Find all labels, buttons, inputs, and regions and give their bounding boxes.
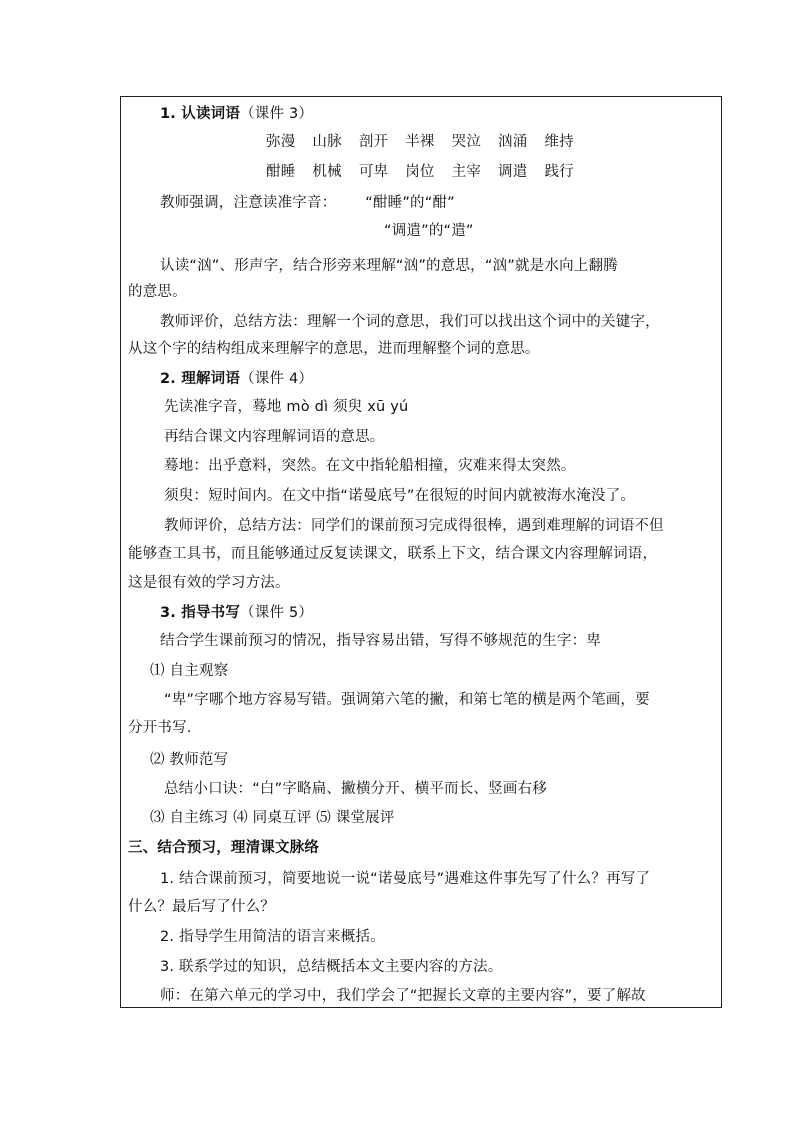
rhyme: 总结小口诀：“白”字略扁、撇横分开、横平而长、竖画右移 (164, 781, 547, 797)
vocab-row-2 (266, 162, 574, 182)
paragraph: 教师评价，总结方法：理解一个词的意思，我们可以找出这个词中的关键字， (160, 314, 660, 330)
vocab-row-1 (266, 132, 574, 152)
paragraph: 2. 指导学生用简洁的语言来概括。 (160, 929, 385, 945)
steps-rest: ⑶ 自主练习 ⑷ 同桌互评 ⑸ 课堂展评 (150, 810, 395, 826)
section-1-heading (160, 104, 313, 124)
step-label: ⑴ 自主观察 (150, 663, 229, 679)
vocab-word: 维持 (544, 134, 574, 150)
teacher-emphasis (160, 193, 455, 213)
paragraph: “卑”字哪个地方容易写错。强调第六笔的撇，和第七笔的横是两个笔画，要 (164, 692, 650, 708)
vocab-word: 调遣 (498, 164, 528, 180)
vocab-word: 哭泣 (451, 134, 482, 150)
vocab-word: 主宰 (451, 164, 482, 180)
paragraph: 师：在第六单元的学习中，我们学会了“把握长文章的主要内容”，要了解故 (160, 988, 646, 1004)
paragraph: 再结合课文内容理解词语的意思。 (164, 429, 385, 445)
heading-note: （课件 3） (240, 106, 314, 122)
heading-note: （课件 4） (240, 371, 314, 387)
paragraph: 这是很有效的学习方法。 (128, 575, 290, 591)
vocab-word: 酣睡 (266, 164, 296, 180)
heading-text: 1. 认读词语 (160, 106, 241, 122)
paragraph: 从这个字的结构组成来理解字的意思，进而理解整个词的意思。 (128, 341, 540, 357)
heading-text: 2. 理解词语 (160, 371, 241, 387)
paragraph: 1. 结合课前预习，简要地说一说“诺曼底号”遇难这件事先写了什么？再写了 (160, 871, 651, 887)
paragraph: 能够查工具书，而且能够通过反复读课文，联系上下文，结合课文内容理解词语， (128, 546, 658, 562)
vocab-word: 可卑 (358, 164, 389, 180)
vocab-word: 岗位 (405, 164, 435, 180)
heading-text: 3. 指导书写 (160, 605, 241, 621)
vocab-word: 汹涌 (498, 134, 528, 150)
step-label: ⑵ 教师范写 (150, 752, 229, 768)
section-3-heading (160, 603, 313, 623)
definition: 须臾：短时间内。在文中指“诺曼底号”在很短的时间内就被海水淹没了。 (164, 488, 636, 504)
vocab-word: 弥漫 (266, 134, 296, 150)
emphasis-item-1: “酣睡”的“酣” (365, 195, 455, 211)
section-2-heading (160, 369, 313, 389)
emphasis-item-2: “调遣”的“遣” (384, 223, 474, 239)
definition: 蓦地：出乎意料，突然。在文中指轮船相撞，灾难来得太突然。 (164, 458, 576, 474)
paragraph: 认读“汹”、形声字，结合形旁来理解“汹”的意思，“汹”就是水向上翻腾 (160, 258, 618, 274)
vocab-word: 半裸 (405, 134, 435, 150)
paragraph: 教师评价，总结方法：同学们的课前预习完成得很棒，遇到难理解的词语不但 (164, 518, 664, 534)
paragraph: 的意思。 (128, 284, 187, 300)
part-3-heading: 三、结合预习，理清课文脉络 (128, 840, 320, 856)
paragraph: 结合学生课前预习的情况，指导容易出错，写得不够规范的生字：卑 (160, 633, 601, 649)
paragraph: 什么？最后写了什么？ (128, 899, 275, 915)
paragraph: 3. 联系学过的知识，总结概括本文主要内容的方法。 (160, 959, 503, 975)
heading-note: （课件 5） (240, 605, 314, 621)
vocab-word: 践行 (544, 164, 574, 180)
teacher-emphasis-label: 教师强调，注意读准字音： (160, 195, 337, 211)
vocab-word: 剖开 (358, 134, 389, 150)
vocab-word: 机械 (312, 164, 342, 180)
paragraph: 分开书写. (128, 720, 192, 736)
pinyin-line: 先读准字音，蓦地 mò dì 须臾 xū yú (164, 399, 409, 415)
vocab-word: 山脉 (312, 134, 342, 150)
